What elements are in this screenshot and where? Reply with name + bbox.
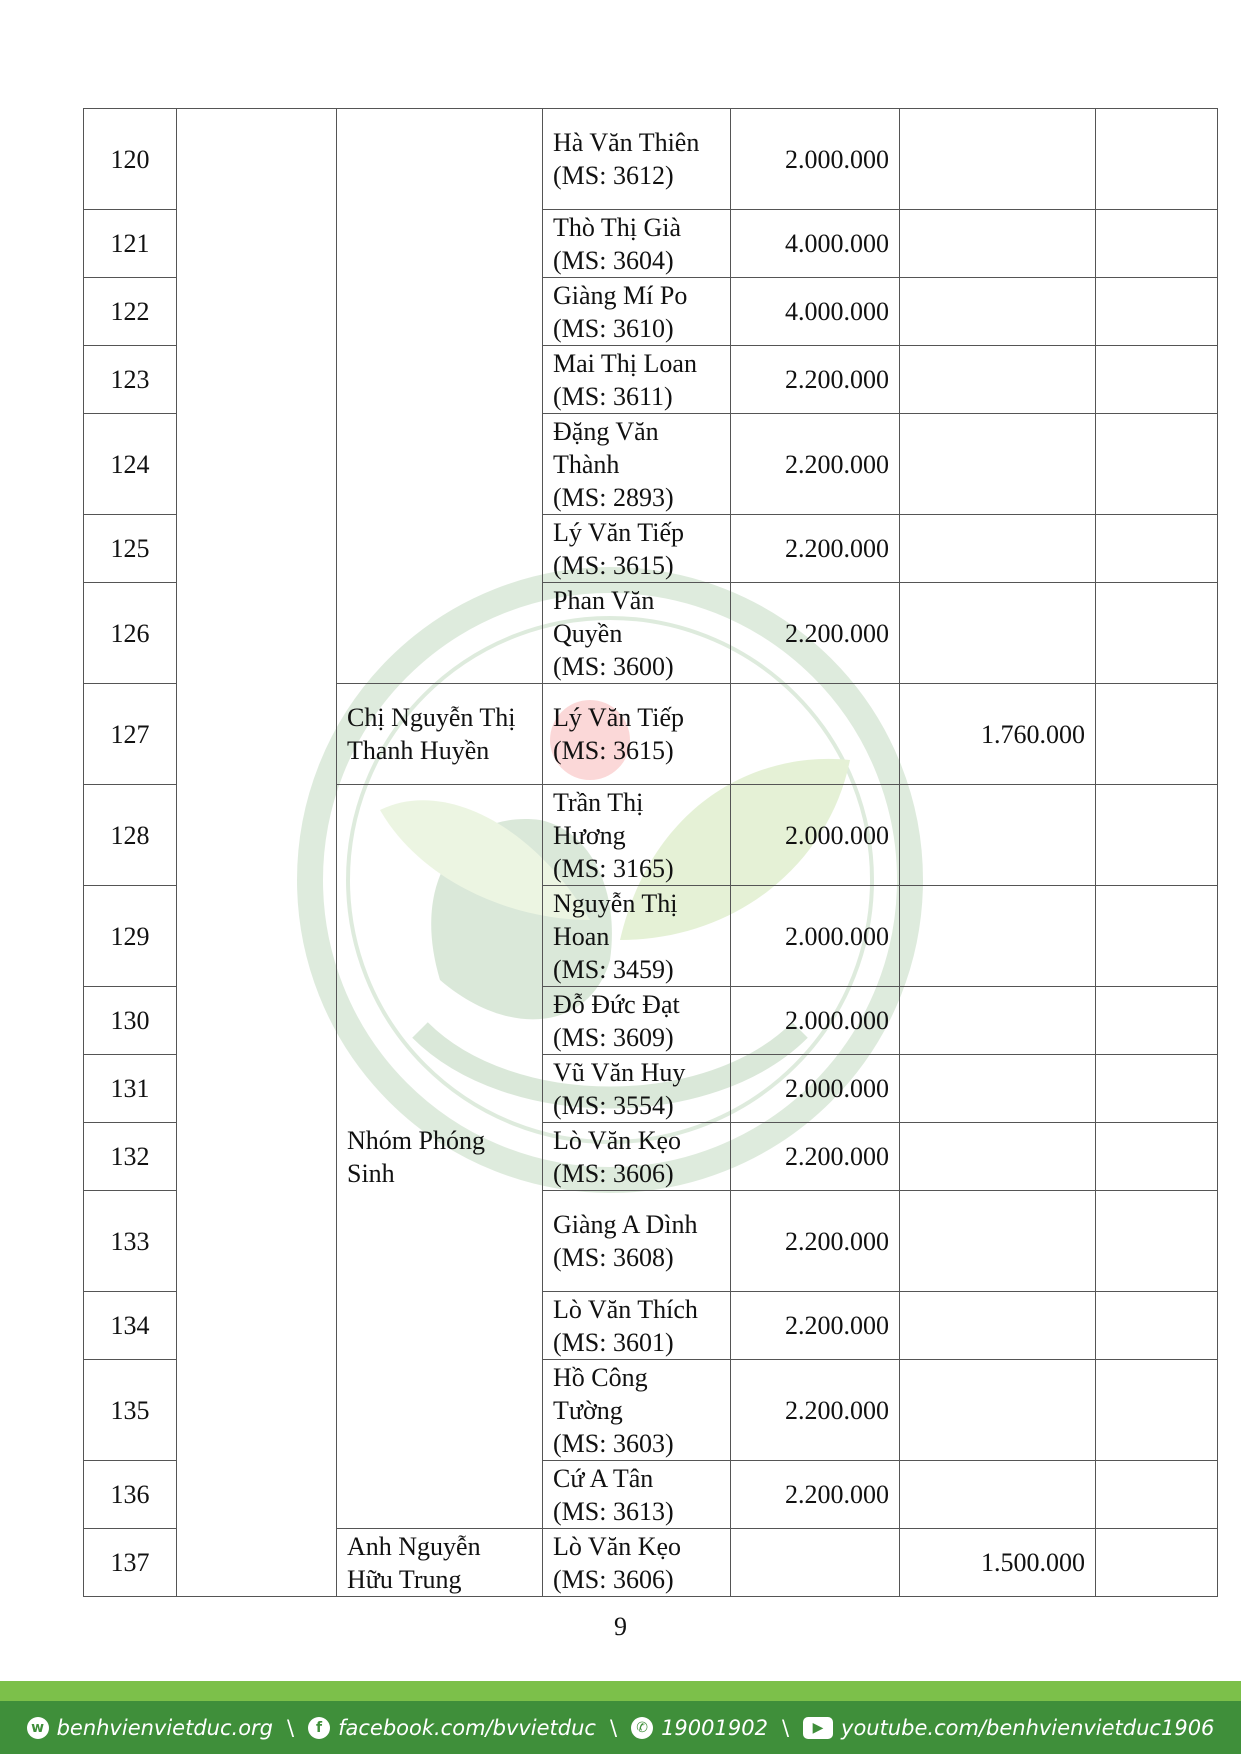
note-cell [1096,1191,1218,1292]
recipient-cell [543,1292,731,1360]
amount2-cell [900,414,1096,515]
row-number: 134 [84,1292,177,1360]
recipient-name: Lò Văn Kẹo [553,1531,682,1561]
row-number: 137 [84,1529,177,1597]
footer-facebook-text: facebook.com/bvvietduc [338,1715,596,1740]
recipient-code: (MS: 3612) [553,161,674,190]
recipient-name: Giàng A Dình [553,1210,698,1239]
row-number: 133 [84,1191,177,1292]
footer-phone-text: 19001902 [661,1715,768,1740]
youtube-icon: ▶ [803,1717,833,1739]
recipient-cell [543,515,731,583]
donor-cell: Anh Nguyễn Hữu Trung [337,1529,543,1597]
amount-cell [731,684,900,785]
recipient-code: (MS: 3615) [553,550,674,580]
phone-icon: ✆ [631,1717,653,1739]
recipient-cell [543,987,731,1055]
recipient-code: (MS: 3615) [553,736,674,765]
recipient-code: (MS: 3609) [553,1022,674,1052]
recipient-code: (MS: 3610) [553,313,674,343]
amount2-cell [900,515,1096,583]
note-cell [1096,684,1218,785]
recipient-name: Giàng Mí Po [553,280,688,310]
amount-cell: 4.000.000 [731,210,900,278]
footer-website-text: benhvienvietduc.org [56,1715,274,1740]
footer-phone[interactable] [631,1716,768,1740]
note-cell [1096,1529,1218,1597]
table-row [84,109,1218,210]
recipient-cell [543,1191,731,1292]
recipient-name: Cứ A Tân [553,1463,654,1493]
recipient-code: (MS: 3606) [553,1158,674,1188]
recipient-name: Vũ Văn Huy [553,1057,686,1087]
amount-cell: 2.000.000 [731,987,900,1055]
amount2-cell [900,1055,1096,1123]
amount2-cell [900,1461,1096,1529]
note-cell [1096,346,1218,414]
note-cell [1096,414,1218,515]
recipient-code: (MS: 3601) [553,1327,674,1357]
recipient-cell [543,785,731,886]
note-cell [1096,583,1218,684]
amount2-cell [900,109,1096,210]
amount-cell: 2.200.000 [731,346,900,414]
recipient-cell [543,278,731,346]
recipient-code: (MS: 3603) [553,1428,674,1458]
amount-cell: 2.200.000 [731,515,900,583]
donor-cell [337,109,543,684]
note-cell [1096,1055,1218,1123]
amount2-cell [900,1123,1096,1191]
footer-bar [0,1701,1241,1754]
amount-cell: 2.200.000 [731,1191,900,1292]
merged-blank-cell [177,109,337,1597]
amount2-cell [900,1191,1096,1292]
row-number: 122 [84,278,177,346]
amount-cell: 2.000.000 [731,886,900,987]
amount2-cell [900,346,1096,414]
row-number: 124 [84,414,177,515]
row-number: 120 [84,109,177,210]
amount-cell: 2.200.000 [731,583,900,684]
recipient-cell [543,886,731,987]
amount-cell: 2.000.000 [731,1055,900,1123]
footer-youtube[interactable] [803,1716,1214,1740]
note-cell [1096,210,1218,278]
amount-cell: 2.200.000 [731,414,900,515]
row-number: 131 [84,1055,177,1123]
note-cell [1096,1461,1218,1529]
recipient-cell [543,684,731,785]
recipient-code: (MS: 3165) [553,853,674,883]
recipient-cell [543,1055,731,1123]
note-cell [1096,109,1218,210]
recipient-code: (MS: 3459) [553,954,674,984]
recipient-code: (MS: 3608) [553,1243,674,1272]
amount-cell: 2.200.000 [731,1461,900,1529]
amount2-cell [900,278,1096,346]
recipient-cell [543,1360,731,1461]
row-number: 132 [84,1123,177,1191]
amount2-cell [900,210,1096,278]
note-cell [1096,886,1218,987]
recipient-name: Phan Văn Quyền [553,585,655,648]
footer-facebook[interactable] [308,1716,596,1740]
amount2-cell: 1.500.000 [900,1529,1096,1597]
row-number: 121 [84,210,177,278]
amount2-cell [900,1360,1096,1461]
recipient-code: (MS: 3611) [553,381,673,411]
row-number: 135 [84,1360,177,1461]
donation-table [83,108,1218,1597]
amount-cell: 2.000.000 [731,109,900,210]
recipient-name: Hà Văn Thiên [553,128,700,157]
amount2-cell [900,583,1096,684]
recipient-code: (MS: 3613) [553,1496,674,1526]
amount2-cell [900,886,1096,987]
note-cell [1096,987,1218,1055]
recipient-name: Trần Thị Hương [553,787,644,850]
recipient-cell [543,346,731,414]
donor-cell: Nhóm Phóng Sinh [337,785,543,1529]
amount2-cell [900,987,1096,1055]
footer-separator: \ [609,1715,618,1740]
footer-separator: \ [287,1715,295,1740]
recipient-cell [543,583,731,684]
footer-separator: \ [781,1715,790,1740]
note-cell [1096,785,1218,886]
recipient-name: Lò Văn Kẹo [553,1125,682,1155]
recipient-code: (MS: 3554) [553,1090,674,1120]
amount-cell: 2.200.000 [731,1123,900,1191]
donor-cell: Chị Nguyễn Thị Thanh Huyền [337,684,543,785]
recipient-code: (MS: 2893) [553,482,674,512]
page-number: 9 [614,1612,627,1641]
recipient-cell [543,1529,731,1597]
amount2-cell [900,1292,1096,1360]
row-number: 126 [84,583,177,684]
amount-cell: 4.000.000 [731,278,900,346]
recipient-code: (MS: 3600) [553,651,674,681]
footer-website[interactable] [27,1716,273,1740]
amount-cell: 2.200.000 [731,1292,900,1360]
recipient-name: Nguyễn Thị Hoan [553,888,678,951]
recipient-code: (MS: 3604) [553,245,674,275]
recipient-cell [543,414,731,515]
amount-cell [731,1529,900,1597]
recipient-cell [543,1123,731,1191]
note-cell [1096,1123,1218,1191]
amount-cell: 2.000.000 [731,785,900,886]
recipient-cell [543,109,731,210]
note-cell [1096,515,1218,583]
web-icon: w [27,1717,49,1739]
recipient-name: Đặng Văn Thành [553,416,659,479]
amount2-cell [900,785,1096,886]
table-body [84,109,1218,1597]
footer-accent-bar [0,1681,1241,1701]
row-number: 127 [84,684,177,785]
recipient-name: Lý Văn Tiếp [553,703,684,732]
recipient-code: (MS: 3606) [553,1564,674,1594]
recipient-cell [543,210,731,278]
amount-cell: 2.200.000 [731,1360,900,1461]
recipient-name: Thò Thị Già [553,212,682,242]
row-number: 136 [84,1461,177,1529]
footer-youtube-text: youtube.com/benhvienvietduc1906 [841,1715,1215,1740]
note-cell [1096,1292,1218,1360]
recipient-name: Mai Thị Loan [553,348,697,378]
note-cell [1096,278,1218,346]
row-number: 125 [84,515,177,583]
recipient-name: Hồ Công Tường [553,1362,648,1425]
amount2-cell: 1.760.000 [900,684,1096,785]
recipient-cell [543,1461,731,1529]
recipient-name: Lý Văn Tiếp [553,517,684,547]
facebook-icon: f [308,1717,330,1739]
recipient-name: Lò Văn Thích [553,1294,698,1324]
recipient-name: Đỗ Đức Đạt [553,989,680,1019]
row-number: 130 [84,987,177,1055]
row-number: 128 [84,785,177,886]
row-number: 129 [84,886,177,987]
row-number: 123 [84,346,177,414]
note-cell [1096,1360,1218,1461]
